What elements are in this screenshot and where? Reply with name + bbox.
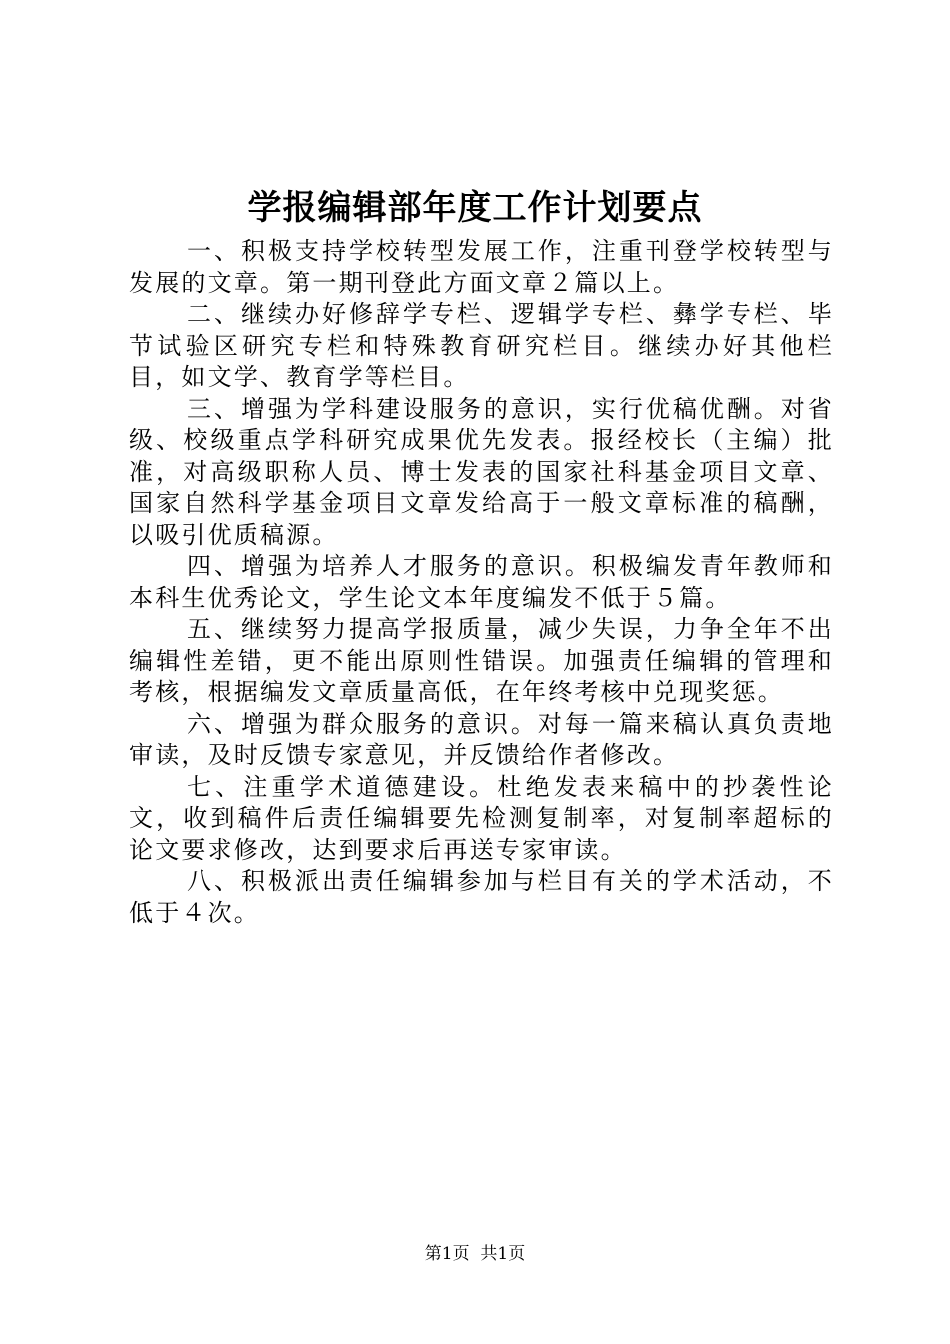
paragraph-7: 七、注重学术道德建设。杜绝发表来稿中的抄袭性论文，收到稿件后责任编辑要先检测复制率，对复制率超标的论文要求修改，达到要求后再送专家审读。 (129, 772, 834, 864)
paragraph-8: 八、积极派出责任编辑参加与栏目有关的学术活动，不低于４次。 (129, 867, 834, 927)
document-body (129, 236, 834, 929)
page-footer (0, 1243, 950, 1265)
paragraph-5: 五、继续努力提高学报质量，减少失误，力争全年不出编辑性差错，更不能出原则性错误。加强责任编辑的管理和考核，根据编发文章质量高低，在年终考核中兑现奖惩。 (129, 615, 834, 706)
paragraph-1: 一、积极支持学校转型发展工作，注重刊登学校转型与发展的文章。第一期刊登此方面文章２篇以上。 (129, 237, 834, 297)
paragraph-6: 六、增强为群众服务的意识。对每一篇来稿认真负责地审读，及时反馈专家意见，并反馈给作者修改。 (129, 709, 834, 769)
paragraph-2: 二、继续办好修辞学专栏、逻辑学专栏、彝学专栏、毕节试验区研究专栏和特殊教育研究栏目。继续办好其他栏目，如文学、教育学等栏目。 (129, 300, 834, 391)
document-title: 学报编辑部年度工作计划要点 (247, 188, 703, 228)
paragraph-3: 三、增强为学科建设服务的意识，实行优稿优酬。对省级、校级重点学科研究成果优先发表。报经校长（主编）批准，对高级职称人员、博士发表的国家社科基金项目文章、国家自然科学基金项目文章发给高于一般文章标准的稿酬，以吸引优质稿源。 (129, 394, 834, 549)
paragraph-4: 四、增强为培养人才服务的意识。积极编发青年教师和本科生优秀论文，学生论文本年度编发不低于５篇。 (129, 552, 834, 612)
page-total: 共1页 (480, 1244, 526, 1264)
page-number: 第1页 (424, 1244, 470, 1264)
